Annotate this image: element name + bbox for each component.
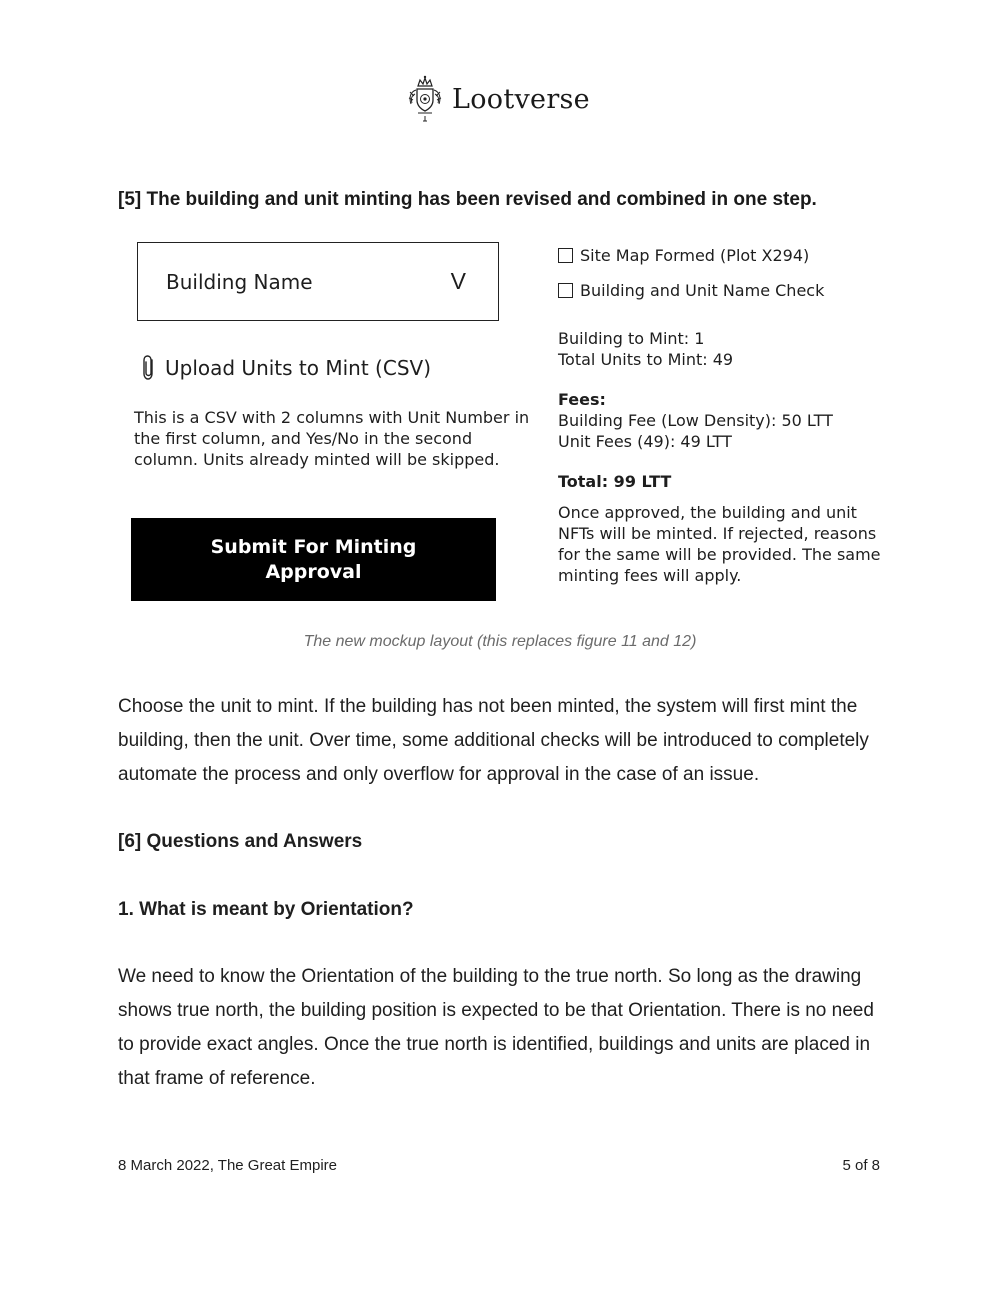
chevron-down-icon: V bbox=[450, 268, 466, 294]
csv-instructions: This is a CSV with 2 columns with Unit Number in the first column, and Yes/No in the second column. Units already minted will be skipped. bbox=[134, 408, 530, 469]
minting-summary bbox=[558, 244, 888, 586]
upload-units-label: Upload Units to Mint (CSV) bbox=[165, 356, 431, 380]
fees-breakdown bbox=[558, 389, 888, 452]
unit-fees: Unit Fees (49): 49 LTT bbox=[558, 432, 732, 451]
checkbox[interactable] bbox=[558, 283, 573, 298]
checklist-label: Building and Unit Name Check bbox=[580, 280, 825, 300]
section-heading-5: [5] The building and unit minting has been revised and combined in one step. bbox=[118, 189, 817, 210]
fees-heading: Fees: bbox=[558, 390, 606, 409]
total-fee: Total: 99 LTT bbox=[558, 472, 672, 491]
checklist-item-site-map[interactable] bbox=[558, 244, 888, 266]
upload-units-button[interactable] bbox=[140, 354, 431, 382]
building-name-label: Building Name bbox=[166, 269, 313, 294]
lootverse-logo bbox=[406, 74, 590, 124]
section-heading-6: [6] Questions and Answers bbox=[118, 831, 363, 852]
building-name-select[interactable] bbox=[137, 242, 499, 321]
minting-mockup bbox=[118, 232, 888, 612]
footer-date: 8 March 2022, The Great Empire bbox=[118, 1157, 337, 1174]
logo-wordmark: Lootverse bbox=[452, 83, 590, 115]
body-paragraph: Choose the unit to mint. If the building has not been minted, the system will first mint the building, then the unit. Over time, some additional checks will be introduced to completely automate the process and only overflow for approval in the case of an issue. bbox=[118, 696, 869, 785]
checklist-item-name-check[interactable] bbox=[558, 279, 888, 301]
mint-counts bbox=[558, 328, 888, 370]
units-to-mint: Total Units to Mint: 49 bbox=[558, 350, 734, 369]
approval-note: Once approved, the building and unit NFTs will be minted. If rejected, reasons for the same will be provided. The same minting fees will apply. bbox=[558, 503, 881, 585]
buildings-to-mint: Building to Mint: 1 bbox=[558, 329, 705, 348]
question-heading: 1. What is meant by Orientation? bbox=[118, 899, 414, 920]
checklist-label: Site Map Formed (Plot X294) bbox=[580, 245, 810, 265]
submit-for-minting-button[interactable]: Submit For Minting Approval bbox=[131, 518, 496, 601]
building-fee: Building Fee (Low Density): 50 LTT bbox=[558, 411, 833, 430]
checkbox[interactable] bbox=[558, 248, 573, 263]
page-number: 5 of 8 bbox=[842, 1157, 880, 1174]
royal-crest-icon bbox=[406, 74, 444, 124]
paperclip-icon bbox=[140, 354, 158, 382]
figure-caption: The new mockup layout (this replaces figure 11 and 12) bbox=[303, 633, 697, 650]
answer-paragraph: We need to know the Orientation of the building to the true north. So long as the drawing shows true north, the building position is expected to be that Orientation. There is no need to provide exact angles. Once the true north is identified, buildings and units are placed in that frame of reference. bbox=[118, 966, 874, 1089]
